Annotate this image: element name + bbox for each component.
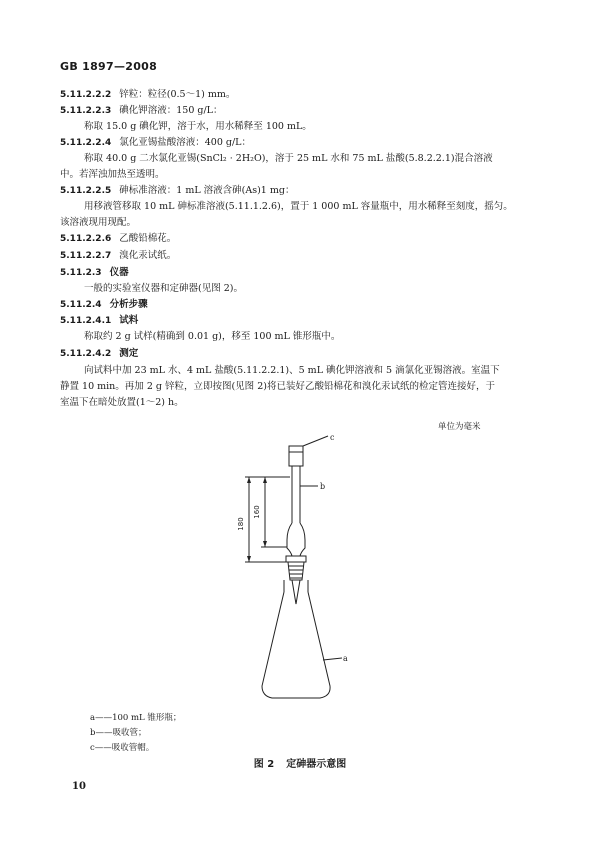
dimension-inner-label: 160 bbox=[253, 505, 261, 519]
paragraph-line: 静置 10 min。再加 2 g 锌粒，立即按图(见图 2)将已装好乙酸铅棉花和溴化汞试纸的检定管连接好，于 bbox=[60, 381, 495, 392]
figure-caption bbox=[0, 755, 600, 770]
legend-item-c: c——吸收管帽。 bbox=[90, 743, 155, 753]
paragraph-line: 用移液管移取 10 mL 砷标准溶液(5.11.1.2.6)，置于 1 000 mL 容量瓶中，用水稀释至刻度，摇匀。 bbox=[84, 201, 513, 212]
standard-header: GB 1897—2008 bbox=[60, 60, 158, 73]
clause-5-11-2-2-7: 5.11.2.2.7 溴化汞试纸。 bbox=[60, 250, 177, 261]
paragraph-line: 室温下在暗处放置(1～2) h。 bbox=[60, 397, 184, 408]
paragraph-line: 称取 40.0 g 二水氯化亚锡(SnCl₂ · 2H₂O)，溶于 25 mL 水和 75 mL 盐酸(5.8.2.2.1)混合溶液 bbox=[84, 153, 493, 164]
clause-5-11-2-4: 5.11.2.4 分析步骤 bbox=[60, 299, 148, 310]
paragraph-line: 称取约 2 g 试样(精确到 0.01 g)，移至 100 mL 锥形瓶中。 bbox=[84, 331, 341, 342]
legend-item-a: a——100 mL 锥形瓶； bbox=[90, 713, 182, 723]
clause-5-11-2-4-1: 5.11.2.4.1 试料 bbox=[60, 315, 139, 326]
clause-5-11-2-2-6: 5.11.2.2.6 乙酸铅棉花。 bbox=[60, 233, 177, 244]
clause-5-11-2-2-4: 5.11.2.2.4 氯化亚锡盐酸溶液：400 g/L： bbox=[60, 137, 251, 148]
clause-5-11-2-2-5: 5.11.2.2.5 砷标准溶液：1 mL 溶液含砷(As)1 mg： bbox=[60, 185, 295, 196]
label-b: b bbox=[320, 482, 326, 491]
label-a: a bbox=[343, 654, 348, 663]
clause-5-11-2-2-2: 5.11.2.2.2 锌粒：粒径(0.5～1) mm。 bbox=[60, 89, 236, 100]
clause-5-11-2-3: 5.11.2.3 仪器 bbox=[60, 267, 129, 278]
paragraph-line: 一般的实验室仪器和定砷器(见图 2)。 bbox=[84, 283, 243, 294]
label-c: c bbox=[330, 433, 335, 442]
clause-5-11-2-2-3: 5.11.2.2.3 碘化钾溶液：150 g/L： bbox=[60, 105, 223, 116]
paragraph-line: 向试料中加 23 mL 水、4 mL 盐酸(5.11.2.2.1)、5 mL 碘化钾溶液和 5 滴氯化亚锡溶液。室温下 bbox=[84, 365, 500, 376]
dimension-outer-label: 180 bbox=[237, 517, 245, 531]
paragraph-line: 称取 15.0 g 碘化钾，溶于水，用水稀释至 100 mL。 bbox=[84, 121, 312, 132]
page-number: 10 bbox=[72, 781, 86, 792]
legend-item-b: b——吸收管； bbox=[90, 728, 147, 738]
absorption-tube-cap bbox=[289, 446, 303, 466]
conical-flask bbox=[262, 592, 330, 698]
paragraph-line: 中。若浑浊加热至透明。 bbox=[60, 169, 165, 180]
paragraph-line: 该溶液现用现配。 bbox=[60, 217, 137, 228]
unit-note: 单位为毫米 bbox=[438, 422, 481, 432]
figure-number: 图 2 bbox=[253, 759, 275, 770]
figure-title: 定砷器示意图 bbox=[286, 759, 347, 770]
clause-5-11-2-4-2: 5.11.2.4.2 测定 bbox=[60, 348, 139, 359]
